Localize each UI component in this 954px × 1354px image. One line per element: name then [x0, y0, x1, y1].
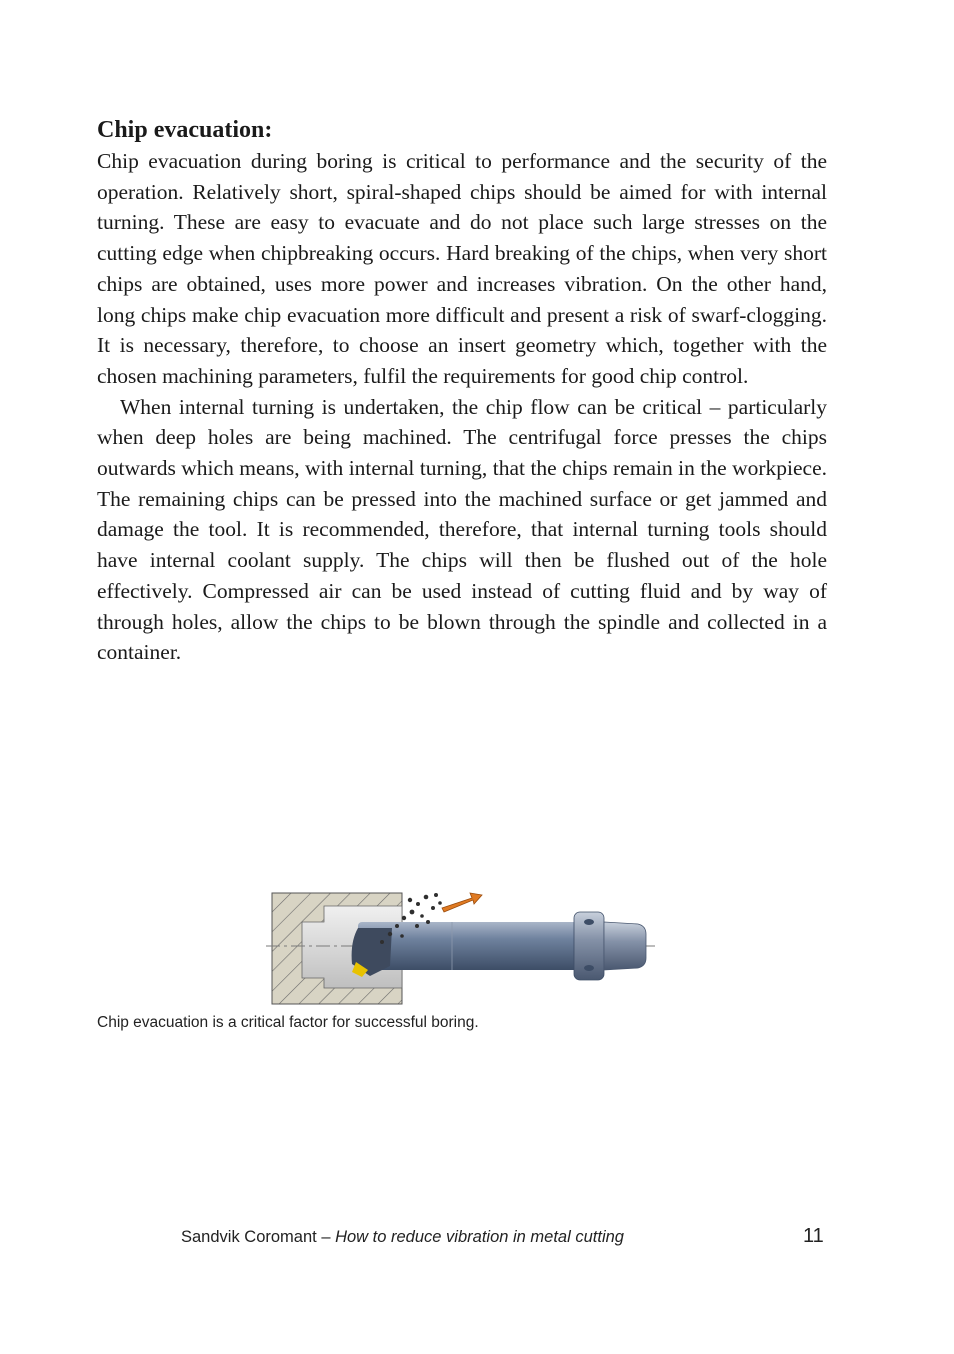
body-text — [97, 146, 827, 668]
boring-bar — [352, 912, 646, 980]
paragraph-1: Chip evacuation during boring is critical to performance and the security of the operation. Relatively short, spiral-shaped chips should be aimed for with internal turning. These are easy to evacuate and do not place such large stresses on the cutting edge when chipbreaking occurs. Hard breaking of the chips, when very short chips are obtained, uses more power and increases vibration. On the other hand, long chips make chip evacuation more difficult and present a risk of swarf-clogging. It is necessary, therefore, to choose an insert geometry which, together with the chosen machining parameters, fulfil the requirements for good chip control. — [97, 149, 827, 388]
chip-flow-arrow-icon — [442, 893, 482, 912]
section-heading: Chip evacuation: — [97, 117, 273, 143]
footer-publisher: Sandvik Coromant – — [181, 1228, 336, 1246]
page-number: 11 — [803, 1225, 824, 1247]
boring-bar-illustration — [262, 882, 662, 1010]
figure-caption: Chip evacuation is a critical factor for successful boring. — [97, 1014, 479, 1031]
footer-book-title: How to reduce vibration in metal cutting — [335, 1228, 624, 1246]
footer — [181, 1226, 624, 1248]
paragraph-2: When internal turning is undertaken, the chip flow can be critical – particularly when deep holes are being machined. The centrifugal force presses the chips outwards which means, with internal turning, that the chips remain in the workpiece. The remaining chips can be pressed into the machined surface or get jammed and damage the tool. It is recommended, therefore, that internal turning tools should have internal coolant supply. The chips will then be flushed out of the hole effectively. Compressed air can be used instead of cutting fluid and by way of through holes, allow the chips to be blown through the spindle and collected in a container. — [97, 394, 827, 665]
